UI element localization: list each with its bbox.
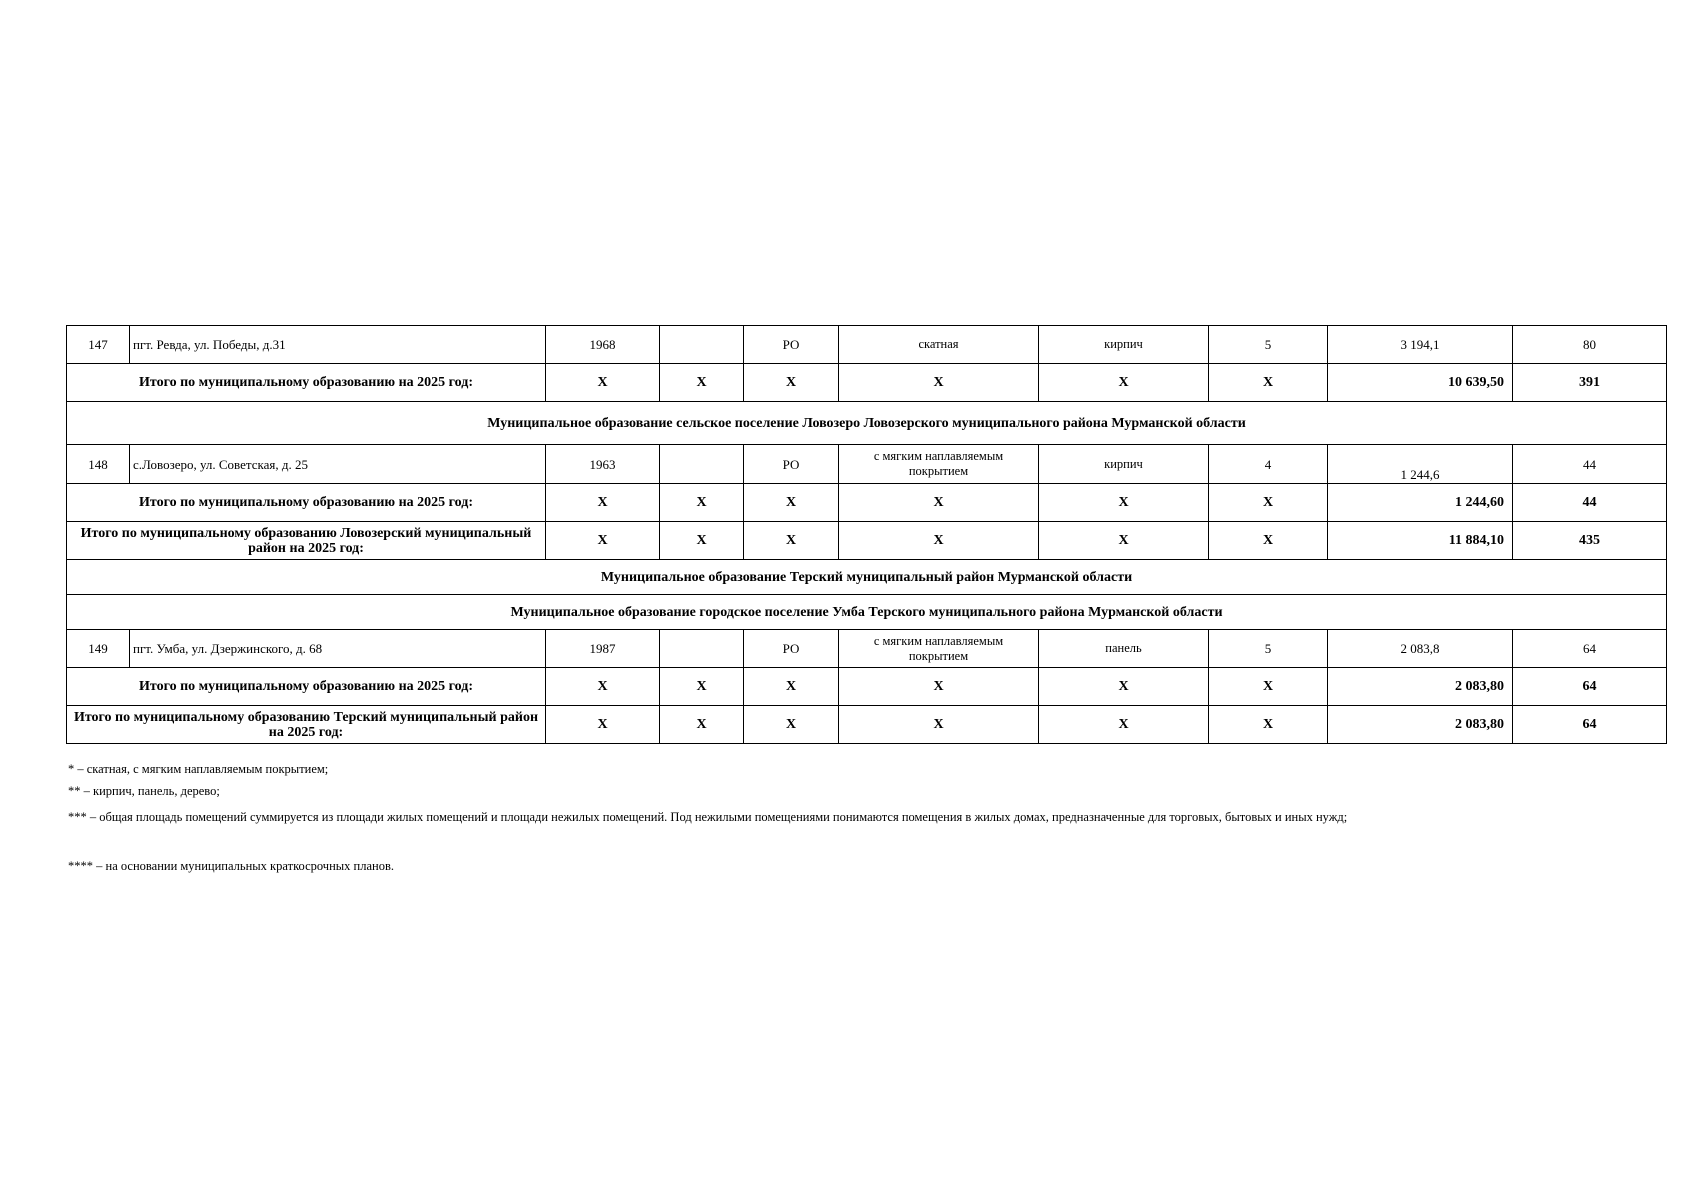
footnote-plans: **** – на основании муниципальных краткосрочных планов. bbox=[68, 859, 394, 873]
x-cell: X bbox=[839, 364, 1039, 402]
x-cell: X bbox=[660, 484, 744, 522]
x-cell: X bbox=[1209, 484, 1328, 522]
section-title: Муниципальное образование сельское поселение Ловозеро Ловозерского муниципального района Мурманской области bbox=[67, 402, 1667, 445]
total-area-cell: 2 083,80 bbox=[1328, 706, 1513, 744]
footnote-walls: ** – кирпич, панель, дерево; bbox=[68, 784, 220, 798]
total-label: Итого по муниципальному образованию Терский муниципальный район на 2025 год: bbox=[67, 706, 546, 744]
residents-cell: 44 bbox=[1513, 445, 1667, 484]
floors-cell: 5 bbox=[1209, 630, 1328, 668]
table-row bbox=[67, 326, 1667, 364]
section-title: Муниципальное образование Терский муниципальный район Мурманской области bbox=[67, 560, 1667, 595]
x-cell: X bbox=[1209, 522, 1328, 560]
total-row bbox=[67, 484, 1667, 522]
x-cell: X bbox=[839, 484, 1039, 522]
total-row bbox=[67, 364, 1667, 402]
method-cell: РО bbox=[744, 630, 839, 668]
x-cell: X bbox=[1039, 522, 1209, 560]
wall-material-cell: кирпич bbox=[1039, 326, 1209, 364]
total-row bbox=[67, 522, 1667, 560]
area-cell: 3 194,1 bbox=[1328, 326, 1513, 364]
year-repair-cell bbox=[660, 630, 744, 668]
roof-type-cell: с мягким наплавляемым покрытием bbox=[839, 630, 1039, 668]
table-row bbox=[67, 445, 1667, 484]
table-row bbox=[67, 630, 1667, 668]
x-cell: X bbox=[660, 522, 744, 560]
x-cell: X bbox=[660, 706, 744, 744]
total-area-cell: 11 884,10 bbox=[1328, 522, 1513, 560]
address-cell: пгт. Ревда, ул. Победы, д.31 bbox=[130, 326, 546, 364]
year-repair-cell bbox=[660, 445, 744, 484]
address-cell: с.Ловозеро, ул. Советская, д. 25 bbox=[130, 445, 546, 484]
x-cell: X bbox=[1209, 364, 1328, 402]
row-number: 147 bbox=[67, 326, 130, 364]
total-area-cell: 2 083,80 bbox=[1328, 668, 1513, 706]
footnote-area: *** – общая площадь помещений суммируется из площади жилых помещений и площади нежилых помещений. Под нежилыми помещениями понимаются помещения в жилых домах, предназначенные для торговых, бытовых и иных нужд; bbox=[68, 810, 1348, 824]
method-cell: РО bbox=[744, 445, 839, 484]
wall-material-cell: панель bbox=[1039, 630, 1209, 668]
x-cell: X bbox=[839, 522, 1039, 560]
row-number: 148 bbox=[67, 445, 130, 484]
x-cell: X bbox=[1209, 668, 1328, 706]
total-label: Итого по муниципальному образованию на 2025 год: bbox=[67, 668, 546, 706]
x-cell: X bbox=[839, 668, 1039, 706]
total-row bbox=[67, 706, 1667, 744]
area-cell: 1 244,6 bbox=[1328, 445, 1513, 484]
section-header-row bbox=[67, 595, 1667, 630]
repair-register-table bbox=[66, 325, 1667, 744]
wall-material-cell: кирпич bbox=[1039, 445, 1209, 484]
x-cell: X bbox=[744, 668, 839, 706]
x-cell: X bbox=[660, 364, 744, 402]
x-cell: X bbox=[546, 522, 660, 560]
x-cell: X bbox=[839, 706, 1039, 744]
roof-type-cell: скатная bbox=[839, 326, 1039, 364]
total-residents-cell: 44 bbox=[1513, 484, 1667, 522]
x-cell: X bbox=[1209, 706, 1328, 744]
x-cell: X bbox=[546, 706, 660, 744]
total-residents-cell: 435 bbox=[1513, 522, 1667, 560]
total-area-cell: 1 244,60 bbox=[1328, 484, 1513, 522]
method-cell: РО bbox=[744, 326, 839, 364]
total-label: Итого по муниципальному образованию Ловозерский муниципальный район на 2025 год: bbox=[67, 522, 546, 560]
x-cell: X bbox=[546, 668, 660, 706]
total-residents-cell: 391 bbox=[1513, 364, 1667, 402]
x-cell: X bbox=[744, 522, 839, 560]
x-cell: X bbox=[660, 668, 744, 706]
residents-cell: 64 bbox=[1513, 630, 1667, 668]
year-repair-cell bbox=[660, 326, 744, 364]
total-residents-cell: 64 bbox=[1513, 706, 1667, 744]
year-built-cell: 1968 bbox=[546, 326, 660, 364]
footnote-roof: * – скатная, с мягким наплавляемым покрытием; bbox=[68, 762, 329, 776]
total-label: Итого по муниципальному образованию на 2025 год: bbox=[67, 484, 546, 522]
x-cell: X bbox=[1039, 706, 1209, 744]
year-built-cell: 1987 bbox=[546, 630, 660, 668]
roof-type-cell: с мягким наплавляемым покрытием bbox=[839, 445, 1039, 484]
x-cell: X bbox=[1039, 364, 1209, 402]
row-number: 149 bbox=[67, 630, 130, 668]
address-cell: пгт. Умба, ул. Дзержинского, д. 68 bbox=[130, 630, 546, 668]
x-cell: X bbox=[546, 484, 660, 522]
section-title: Муниципальное образование городское поселение Умба Терского муниципального района Мурманской области bbox=[67, 595, 1667, 630]
section-header-row bbox=[67, 402, 1667, 445]
total-area-cell: 10 639,50 bbox=[1328, 364, 1513, 402]
x-cell: X bbox=[1039, 668, 1209, 706]
floors-cell: 5 bbox=[1209, 326, 1328, 364]
x-cell: X bbox=[546, 364, 660, 402]
area-cell: 2 083,8 bbox=[1328, 630, 1513, 668]
total-row bbox=[67, 668, 1667, 706]
x-cell: X bbox=[744, 484, 839, 522]
year-built-cell: 1963 bbox=[546, 445, 660, 484]
total-label: Итого по муниципальному образованию на 2025 год: bbox=[67, 364, 546, 402]
total-residents-cell: 64 bbox=[1513, 668, 1667, 706]
x-cell: X bbox=[744, 706, 839, 744]
x-cell: X bbox=[744, 364, 839, 402]
floors-cell: 4 bbox=[1209, 445, 1328, 484]
residents-cell: 80 bbox=[1513, 326, 1667, 364]
x-cell: X bbox=[1039, 484, 1209, 522]
section-header-row bbox=[67, 560, 1667, 595]
